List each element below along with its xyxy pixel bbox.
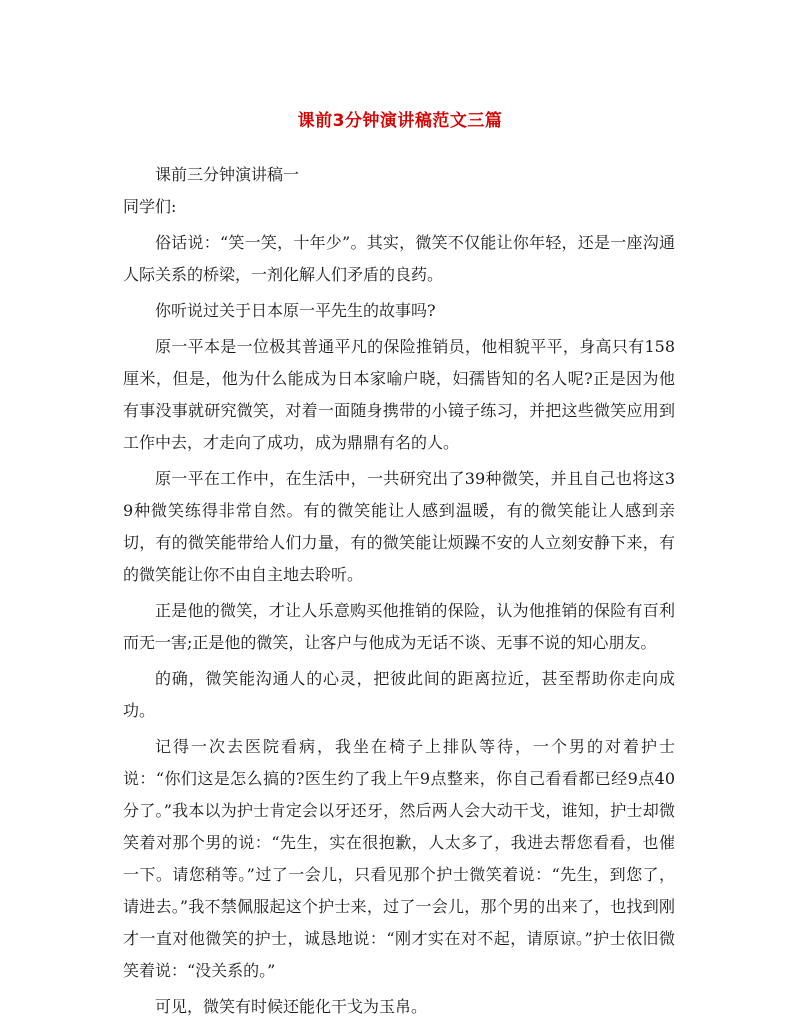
paragraph-4: 原一平在工作中，在生活中，一共研究出了39种微笑，并且自己也将这39种微笑练得非常自然。有的微笑能让人感到温暖，有的微笑能让人感到亲切，有的微笑能带给人们力量，有的微笑能让烦躁不安的人立刻安静下来，有的微笑能让你不由自主地去聆听。 [123, 469, 675, 584]
paragraph-7: 记得一次去医院看病，我坐在椅子上排队等待，一个男的对着护士说：“你们这是怎么搞的?医生约了我上午9点整来，你自己看看都已经9点40分了。”我本以为护士肯定会以牙还牙，然后两人会大动干戈，谁知，护士却微笑着对那个男的说：“先生，实在很抱歉，人太多了，我进去帮您看看，也催一下。请您稍等。”过了一会儿，只看见那个护士微笑着说：“先生，到您了，请进去。”我不禁佩服起这个护士来，过了一会儿，那个男的出来了，也找到刚才一直对他微笑的护士，诚恳地说：“刚才实在对不起，请原谅。”护士依旧微笑着说：“没关系的。” [123, 737, 675, 980]
paragraph-2: 你听说过关于日本原一平先生的故事吗? [155, 301, 436, 320]
document-title: 课前3分钟演讲稿范文三篇 [297, 111, 503, 131]
paragraph-1: 俗话说：“笑一笑，十年少”。其实，微笑不仅能让你年轻，还是一座沟通人际关系的桥梁，一剂化解人们矛盾的良药。 [123, 233, 675, 284]
paragraph-5: 正是他的微笑，才让人乐意购买他推销的保险，认为他推销的保险有百利而无一害;正是他的微笑，让客户与他成为无话不谈、无事不说的知心朋友。 [123, 601, 675, 652]
speech-subtitle: 课前三分钟演讲稿一 [155, 165, 300, 184]
document-body [123, 159, 675, 1023]
paragraph-8: 可见，微笑有时候还能化干戈为玉帛。 [155, 997, 428, 1016]
paragraph-3: 原一平本是一位极其普通平凡的保险推销员，他相貌平平，身高只有158厘米，但是，他为什么能成为日本家喻户晓，妇孺皆知的名人呢?正是因为他有事没事就研究微笑，对着一面随身携带的小镜子练习，并把这些微笑应用到工作中去，才走向了成功，成为鼎鼎有名的人。 [123, 337, 675, 452]
salutation: 同学们: [123, 197, 177, 216]
paragraph-6: 的确，微笑能沟通人的心灵，把彼此间的距离拉近，甚至帮助你走向成功。 [123, 669, 675, 720]
